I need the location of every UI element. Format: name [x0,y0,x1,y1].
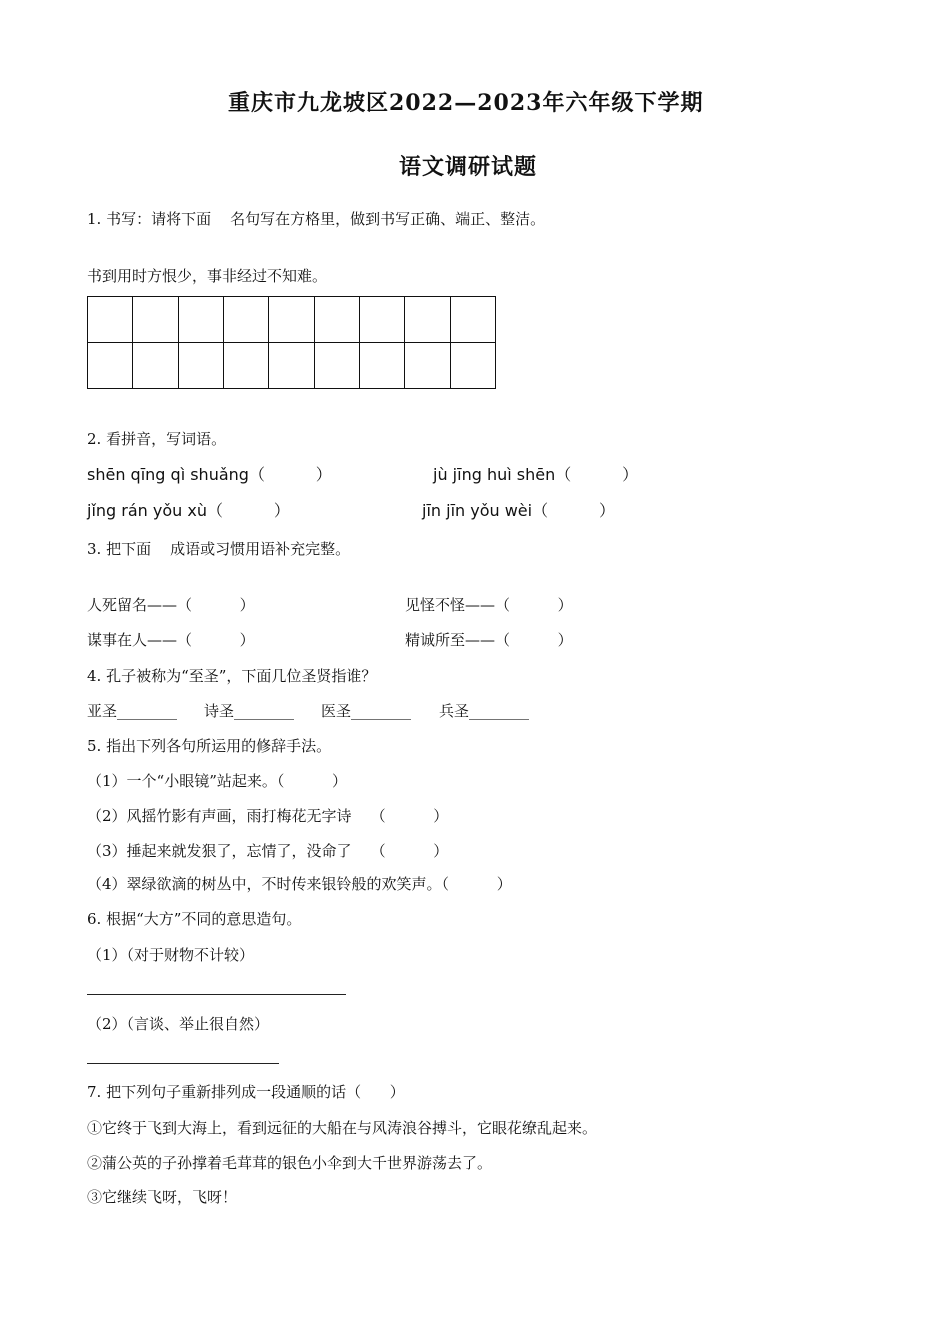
q5-item-2: （2）风摇竹影有声画，雨打梅花无字诗 （ ） [87,807,449,825]
q6-answer-line-2[interactable] [87,1063,279,1064]
grid-cell[interactable] [405,343,450,389]
grid-cell[interactable] [451,297,496,343]
q7-item-3: ③它继续飞呀，飞呀！ [87,1188,238,1206]
q4-item-3: 医圣________ [321,702,412,720]
grid-cell[interactable] [451,343,496,389]
q6-item-2: （2）（言谈、举止很自然） [87,1015,270,1033]
q3-item-3: 谋事在人——（ ） [87,631,255,649]
q4-prompt: 4. 孔子被称为“至圣”，下面几位圣贤指谁？ [87,667,377,685]
grid-cell[interactable] [224,343,269,389]
grid-cell[interactable] [315,343,360,389]
grid-cell[interactable] [88,297,133,343]
q2-item-4: jīn jīn yǒu wèi（ ） [422,501,615,520]
q7-item-1: ①它终于飞到大海上，看到远征的大船在与风涛浪谷搏斗，它眼花缭乱起来。 [87,1119,598,1137]
grid-cell[interactable] [179,343,224,389]
exam-title-line2: 语文调研试题 [399,154,538,180]
q7-item-2: ②蒲公英的子孙撑着毛茸茸的银色小伞到大千世界游荡去了。 [87,1154,493,1172]
q2-item-1: shēn qīng qì shuǎng（ ） [87,465,332,484]
grid-cell[interactable] [133,297,178,343]
grid-cell[interactable] [224,297,269,343]
q3-prompt: 3. 把下面 成语或习惯用语补充完整。 [87,540,351,558]
grid-cell[interactable] [360,343,405,389]
q6-answer-line-1[interactable] [87,994,346,995]
q5-item-1: （1）一个“小眼镜”站起来。（ ） [87,772,348,790]
grid-cell[interactable] [133,343,178,389]
q4-item-1: 亚圣________ [87,702,178,720]
q4-item-4: 兵圣________ [439,702,530,720]
grid-cell[interactable] [405,297,450,343]
q5-item-4: （4）翠绿欲滴的树丛中，不时传来银铃般的欢笑声。（ ） [87,875,512,893]
q6-item-1: （1）（对于财物不计较） [87,946,255,964]
q3-item-1: 人死留名——（ ） [87,596,255,614]
q5-prompt: 5. 指出下列各句所运用的修辞手法。 [87,737,332,755]
q7-prompt: 7. 把下列句子重新排列成一段通顺的话（ ） [87,1083,405,1101]
grid-cell[interactable] [179,297,224,343]
q2-item-3: jǐng rán yǒu xù（ ） [87,501,290,520]
q3-item-4: 精诚所至——（ ） [405,631,573,649]
grid-cell[interactable] [269,343,314,389]
q3-item-2: 见怪不怪——（ ） [405,596,573,614]
grid-cell[interactable] [360,297,405,343]
writing-grid[interactable] [87,296,496,389]
grid-cell[interactable] [88,343,133,389]
q1-prompt: 1. 书写：请将下面 名句写在方格里，做到书写正确、端正、整洁。 [87,210,546,228]
q2-prompt: 2. 看拼音，写词语。 [87,430,227,448]
q1-sentence: 书到用时方恨少，事非经过不知难。 [87,267,328,285]
q5-item-3: （3）捶起来就发狠了，忘情了，没命了 （ ） [87,842,449,860]
q6-prompt: 6. 根据“大方”不同的意思造句。 [87,910,302,928]
q4-item-2: 诗圣________ [204,702,295,720]
grid-cell[interactable] [269,297,314,343]
exam-title-line1: 重庆市九龙坡区2022—2023年六年级下学期 [228,90,704,116]
grid-cell[interactable] [315,297,360,343]
q2-item-2: jù jīng huì shēn（ ） [433,465,639,484]
